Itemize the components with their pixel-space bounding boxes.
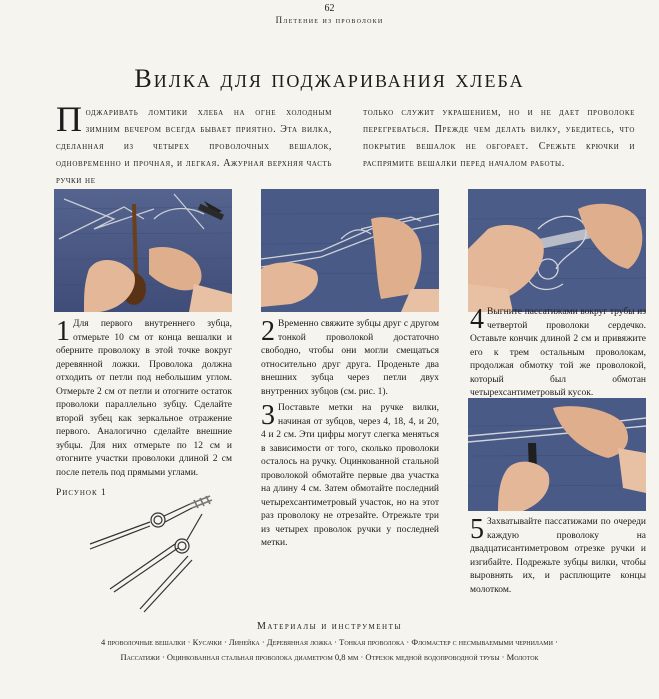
step-5: [470, 516, 646, 597]
running-head: Плетение из проволоки: [275, 15, 384, 25]
page-title: Вилка для поджаривания хлеба: [134, 64, 525, 93]
step-number: 4: [470, 304, 484, 335]
step-4: [470, 306, 646, 401]
drop-cap: П: [56, 99, 83, 139]
photo-step-5: [468, 398, 646, 511]
figure-label: Рисунок 1: [56, 488, 107, 498]
step-text: Поставьте метки на ручке вилки, начиная от зубцов, через 4, 18, 4, и 20, 4 и 2 см. Эти цифры могут слегка меняться в зависимости от того, сколько проволоки осталось на ручку. Оцинкованной стальной проволокой обмотайте первые два участка на длину 4 см. Затем обмотайте последний четырехсантиметровый участок, но на этот раз проволоку не отрезайте. Отрежьте три из четырех проволок ручки у последней метки.: [261, 403, 439, 548]
step-text: Выгните пассатижами вокруг трубы из четвертой проволоки сердечко. Оставьте кончик длиной 2 см и привяжите его к трем остальным проволокам, продолжая обмотку той же проволокой, который был обмотан четырехсантиметровый кусок.: [470, 307, 646, 398]
step-text: Захватывайте пассатижами по очереди каждую проволоку на двадцатисантиметровом отрезке ручки и изгибайте. Подрежьте зубцы вилки, чтобы выровнять их, и расплющите концы молотком.: [470, 517, 646, 595]
intro-text-1: оджаривать ломтики хлеба на огне холодным зимним вечером всегда бывает приятно. Эта вилка, сделанная из четырех проволочных вешалок, одновременно и прочная, и легкая. Ажурная верхняя часть ручки не: [56, 107, 332, 186]
figure-1-illustration: [80, 494, 220, 614]
materials-heading: Материалы и инструменты: [257, 621, 402, 632]
step-number: 5: [470, 514, 484, 545]
materials-line-2: Пассатижи · Оцинкованная стальная проволока диаметром 0,8 мм · Отрезок медной водопроводной трубы · Молоток: [120, 652, 539, 662]
step-1: [56, 318, 232, 480]
page-number: 62: [324, 3, 335, 14]
step-2: [261, 318, 439, 399]
intro-column-1: [56, 99, 332, 189]
step-number: 2: [261, 316, 275, 347]
intro-column-2: только служит украшением, но и не дает проволоке перегреваться. Прежде чем делать вилку, убедитесь, что покрытие вешалок не обгорает. Срежьте крючки и распрямите вешалки перед началом работы.: [363, 107, 635, 169]
step-3: [261, 402, 439, 551]
step-text: Для первого внутреннего зубца, отмерьте 10 см от конца вешалки и оберните проволоку в этой точке вокруг деревянной ложки. Проволока должна отходить от петли под небольшим углом. Отмерьте 2 см от петли и отогните остаток проволоки параллельно зубцу. Сделайте второй зубец как зеркальное отражение первого. Аналогично сделайте внешние зубцы. Для них отмерьте по 12 см и отогните участки проволоки длиной 2 см после петель под прямыми углами.: [56, 319, 232, 478]
photo-step-4: [468, 189, 646, 312]
photo-step-2: [261, 189, 439, 312]
step-number: 1: [56, 316, 70, 347]
step-text: Временно свяжите зубцы друг с другом тонкой проволокой достаточно свободно, чтобы они могли смещаться относительно друг друга. Проденьте два внешних зубца через петли двух внутренних зубцов (см. рис. 1).: [261, 319, 439, 397]
photo-step-1: [54, 189, 232, 312]
materials-line-1: 4 проволочные вешалки · Кусачки · Линейка · Деревянная ложка · Тонкая проволока · Фломастер с несмываемыми чернилами ·: [101, 637, 558, 647]
step-number: 3: [261, 400, 275, 431]
